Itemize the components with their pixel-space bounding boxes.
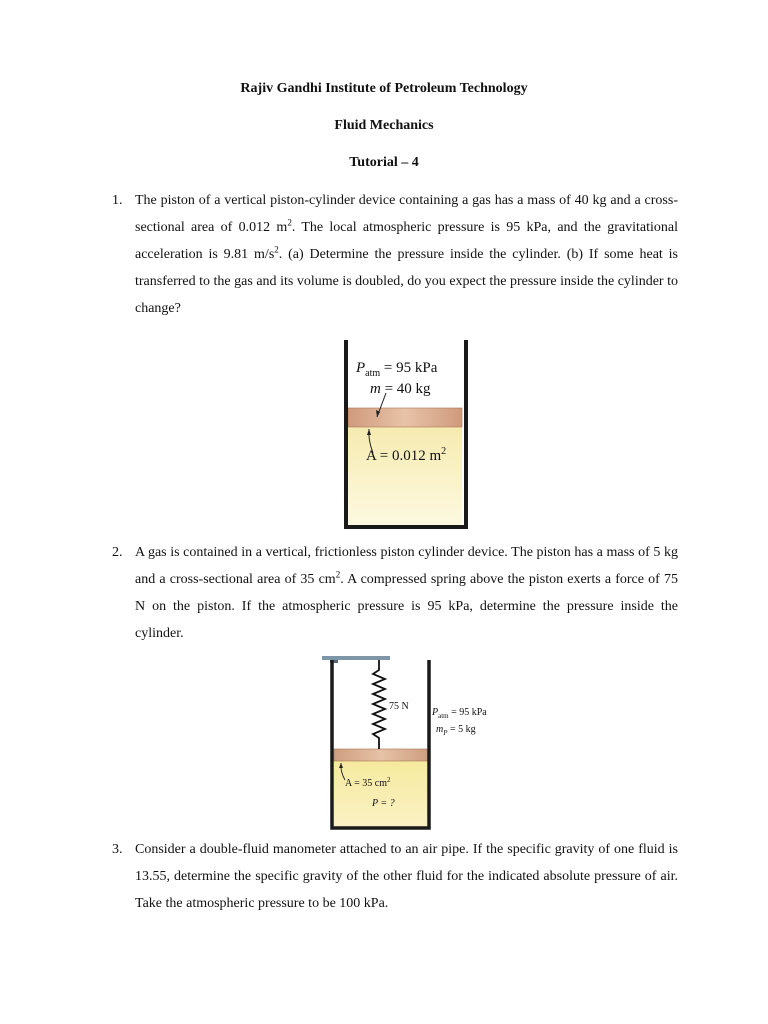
institute-title: Rajiv Gandhi Institute of Petroleum Technology: [240, 81, 528, 96]
mass-label: m = 40 kg: [370, 381, 431, 397]
question-2-text: A gas is contained in a vertical, frictionless piston cylinder device. The piston has a mass of 5 kg and a cross-sectional area of 35 $cm^2$. A compressed spring above the piston exerts a force of 75 N on the piston. If the atmospheric pressure is 95 kPa, determine the pressure inside the cylinder.: [135, 545, 678, 641]
gas-region: [348, 427, 462, 525]
piston-cylinder-figure-1: [340, 338, 472, 532]
question-3-number: 3.: [112, 842, 123, 857]
patm-label: $P_{atm} = 95$ kPa: [356, 360, 438, 379]
spring-piston-figure-2: [320, 654, 495, 832]
question-2-number: 2.: [112, 545, 123, 560]
tutorial-title: Tutorial – 4: [349, 155, 419, 170]
gas-region: [334, 761, 428, 827]
course-title: Fluid Mechanics: [334, 118, 434, 133]
mass-label: $m_P = 5$ kg: [436, 724, 476, 737]
support-beam: [322, 656, 390, 660]
area-label: A = 35 $cm^2$: [345, 776, 391, 789]
piston: [334, 749, 428, 761]
force-label: 75 N: [389, 701, 409, 712]
spring: [373, 660, 385, 749]
question-3-text: Consider a double-fluid manometer attached to an air pipe. If the specific gravity of one fluid is 13.55, determine the specific gravity of the other fluid for the indicated absolute pressure of air. Take the atmospheric pressure to be 100 kPa.: [135, 842, 678, 911]
patm-label: $P_{atm} = 95$ kPa: [432, 707, 487, 720]
question-1-number: 1.: [112, 193, 123, 208]
pressure-unknown-label: P = ?: [372, 798, 395, 809]
piston: [348, 408, 462, 427]
area-label: A = 0.012 $m^2$: [366, 446, 447, 464]
question-1-text: The piston of a vertical piston-cylinder device containing a gas has a mass of 40 kg and a cross-sectional area of 0.012 $m^2$. The local atmospheric pressure is 95 kPa, and the gravitational acceleration is 9.81 $m/s^2$. (a) Determine the pressure inside the cylinder. (b) If some heat is transferred to the gas and its volume is doubled, do you expect the pressure inside the cylinder to change?: [135, 193, 679, 316]
